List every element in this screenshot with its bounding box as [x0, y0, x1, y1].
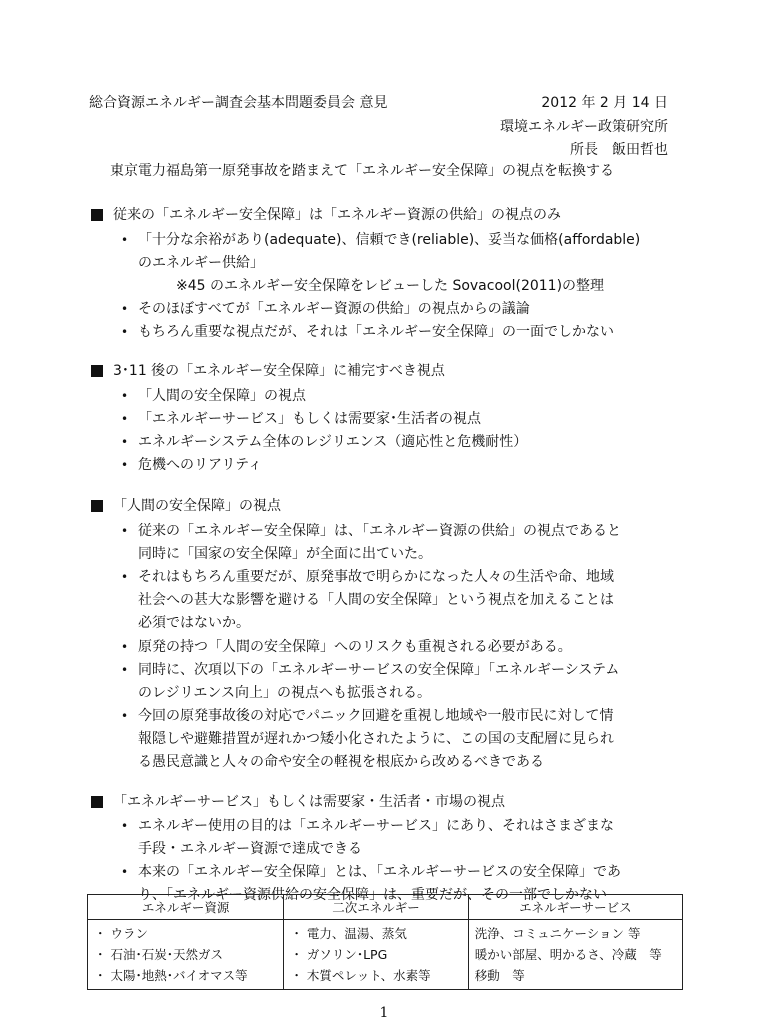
section-heading-1: 従来の「エネルギー安全保障」は「エネルギー資源の供給」の視点のみ	[113, 207, 561, 223]
list-item: 洗浄、コミュニケーション 等	[474, 926, 641, 941]
organization: 環境エネルギー政策研究所	[500, 119, 668, 135]
bullet-text: る愚民意識と人々の命や安全の軽視を根底から改めるべきである	[138, 754, 544, 770]
date: 2012 年 2 月 14 日	[541, 95, 668, 111]
table-header: 二次エネルギー	[284, 895, 468, 920]
bullet: •	[121, 709, 129, 723]
section-marker	[91, 365, 103, 377]
list-item: 移動 等	[474, 968, 525, 983]
list-item: 暖かい部屋、明かるさ、冷蔵 等	[474, 947, 662, 962]
bullet-text: もちろん重要な視点だが、それは「エネルギー安全保障」の一面でしかない	[138, 324, 614, 340]
bullet-text: そのほぼすべてが「エネルギー資源の供給」の視点からの議論	[138, 301, 530, 317]
energy-table	[87, 894, 683, 990]
list-item: ・ 電力、温湯、蒸気	[290, 926, 407, 941]
bullet: •	[121, 233, 129, 247]
bullet-text: それはもちろん重要だが、原発事故で明らかになった人々の生活や命、地域	[138, 569, 614, 585]
bullet: •	[121, 819, 129, 833]
bullet: •	[121, 412, 129, 426]
bullet: •	[121, 865, 129, 879]
list-item: ・ ガソリン･LPG	[290, 947, 388, 962]
bullet-text: エネルギー使用の目的は「エネルギーサービス」にあり、それはさまざまな	[138, 818, 614, 834]
bullet-text: 必須ではないか。	[138, 615, 250, 631]
bullet: •	[121, 458, 129, 472]
bullet-text: 今回の原発事故後の対応でパニック回避を重視し地域や一般市民に対して情	[138, 708, 614, 724]
bullet-text: 報隠しや避難措置が遅れかつ矮小化されたように、この国の支配層に見られ	[138, 731, 614, 747]
bullet-text: 手段・エネルギー資源で達成できる	[138, 841, 362, 857]
bullet-text: 危機へのリアリティ	[138, 457, 263, 473]
list-item: ・ 太陽･地熱･バイオマス等	[94, 968, 248, 983]
table-cell	[468, 920, 682, 990]
bullet-text: 社会への甚大な影響を避ける「人間の安全保障」という視点を加えることは	[138, 592, 614, 608]
bullet-text: 「エネルギーサービス」もしくは需要家･生活者の視点	[138, 411, 481, 427]
section-heading-2: 3･11 後の「エネルギー安全保障」に補完すべき視点	[113, 363, 445, 379]
section-heading-3: 「人間の安全保障」の視点	[113, 498, 281, 514]
page-title: 東京電力福島第一原発事故を踏まえて「エネルギー安全保障」の視点を転換する	[110, 163, 614, 179]
section-marker	[91, 209, 103, 221]
bullet: •	[121, 524, 129, 538]
list-item: ・ 石油･石炭･天然ガス	[94, 947, 223, 962]
list-item: ・ ウラン	[94, 926, 148, 941]
section-marker	[91, 796, 103, 808]
bullet-text: 「十分な余裕があり(adequate)、信頼でき(reliable)、妥当な価格(affordable)	[138, 232, 641, 248]
table-header: エネルギーサービス	[468, 895, 682, 920]
bullet: •	[121, 435, 129, 449]
bullet-text: 同時に「国家の安全保障」が全面に出ていた。	[138, 546, 432, 562]
bullet: •	[121, 570, 129, 584]
committee-title: 総合資源エネルギー調査会基本問題委員会 意見	[89, 95, 388, 111]
bullet-text: り、「エネルギー資源供給の安全保障」は、重要だが、その一部でしかない	[138, 887, 607, 903]
bullet: •	[121, 389, 129, 403]
bullet: •	[121, 325, 129, 339]
bullet: •	[121, 663, 129, 677]
bullet-text: 原発の持つ「人間の安全保障」へのリスクも重視される必要がある。	[138, 639, 572, 655]
bullet-text: エネルギーシステム全体のレジリエンス（適応性と危機耐性）	[138, 434, 528, 450]
table-cell	[284, 920, 468, 990]
list-item: ・ 木質ペレット、水素等	[290, 968, 431, 983]
note: ※45 のエネルギー安全保障をレビューした Sovacool(2011)の整理	[176, 278, 605, 294]
author: 所長 飯田哲也	[570, 142, 668, 158]
bullet: •	[121, 640, 129, 654]
table-header: エネルギー資源	[88, 895, 284, 920]
section-heading-4: 「エネルギーサービス」もしくは需要家・生活者・市場の視点	[113, 794, 505, 810]
bullet-text: のレジリエンス向上」の視点へも拡張される。	[138, 685, 431, 701]
bullet-text: 同時に、次項以下の「エネルギーサービスの安全保障」「エネルギーシステム	[138, 662, 620, 678]
bullet-text: 「人間の安全保障」の視点	[138, 388, 306, 404]
table-cell	[88, 920, 284, 990]
bullet-text: 本来の「エネルギー安全保障」とは、「エネルギーサービスの安全保障」であ	[138, 864, 621, 880]
bullet-text: 従来の「エネルギー安全保障」は、「エネルギー資源の供給」の視点であると	[138, 523, 621, 539]
section-marker	[91, 500, 103, 512]
page-number: 1	[379, 1005, 389, 1021]
bullet: •	[121, 302, 129, 316]
bullet-text: のエネルギー供給」	[138, 255, 264, 271]
